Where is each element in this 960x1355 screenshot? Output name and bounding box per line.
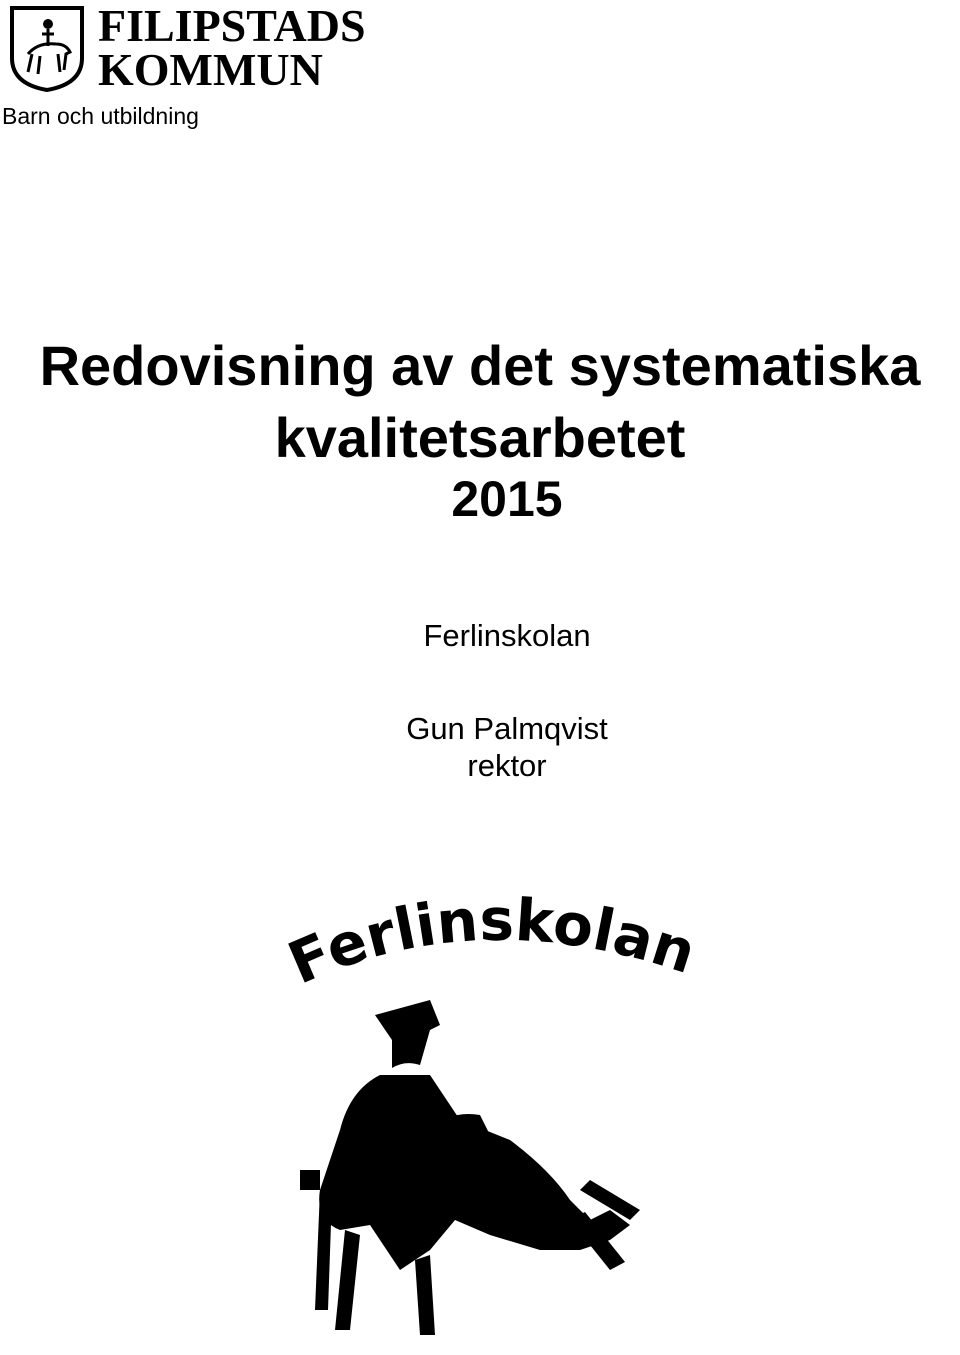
principal-name: Gun Palmqvist xyxy=(406,711,608,746)
report-year: 2015 xyxy=(451,471,563,527)
logo-line2: KOMMUN xyxy=(98,44,323,95)
seated-man-silhouette-icon xyxy=(300,1000,640,1335)
principal-role: rektor xyxy=(467,748,547,783)
emblem-text: Ferlinskolan xyxy=(280,890,700,998)
title-line1: Redovisning av det systematiska xyxy=(39,334,921,397)
department-label: Barn och utbildning xyxy=(2,103,199,129)
principal-block xyxy=(0,710,960,784)
title-line2: kvalitetsarbetet xyxy=(274,406,686,469)
logo-line1: FILIPSTADS xyxy=(98,0,366,51)
school-emblem xyxy=(280,890,700,1350)
document-title xyxy=(0,330,960,474)
horse-rider-coat-of-arms-icon xyxy=(8,4,86,92)
school-name: Ferlinskolan xyxy=(423,618,591,653)
municipality-logo xyxy=(8,0,378,95)
